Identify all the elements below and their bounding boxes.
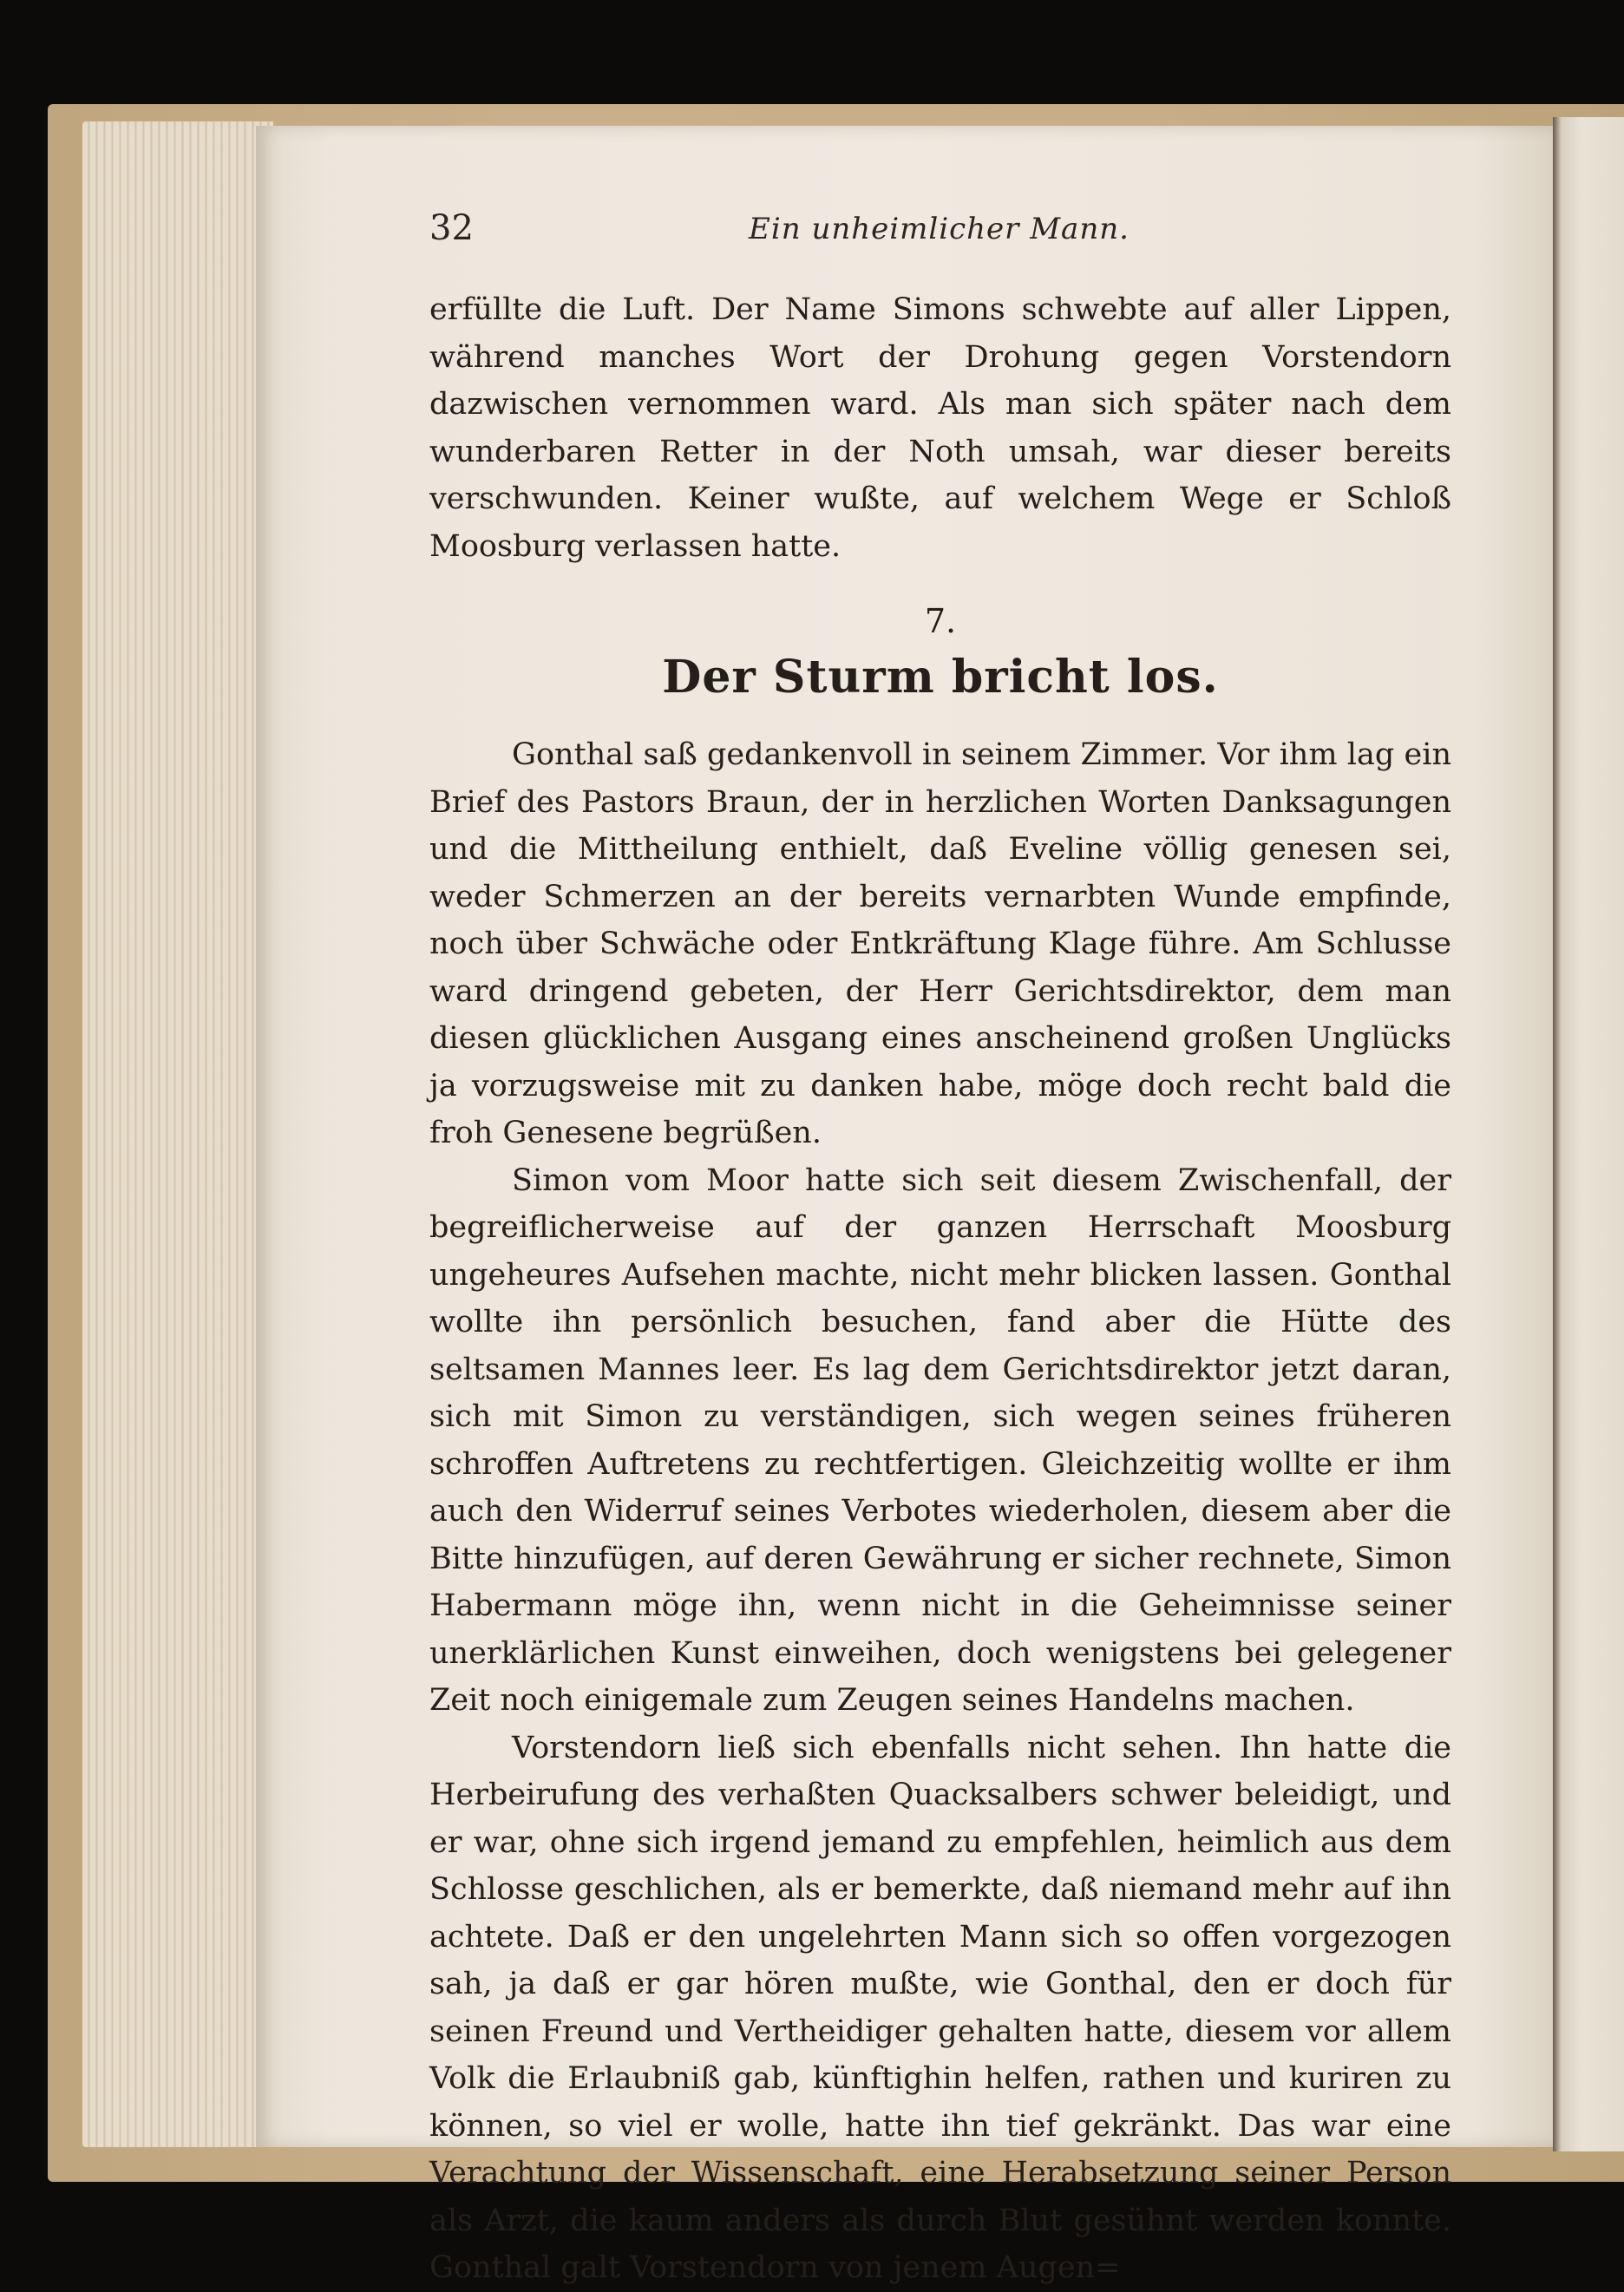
paragraph: Gonthal saß gedankenvoll in seinem Zimmer. Vor ihm lag ein Brief des Pastors Braun, der in herzlichen Worten Danksagungen und die Mittheilung enthielt, daß Eveline völlig genesen sei, weder Schmerzen an der bereits vernarbten Wunde empfinde, noch über Schwäche oder Entkräftung Klage führe. Am Schlusse ward dringend gebeten, der Herr Gerichtsdirektor, dem man diesen glücklichen Ausgang eines anscheinend großen Unglücks ja vorzugsweise mit zu danken habe, möge doch recht bald die froh Genesene begrüßen. — [429, 737, 1451, 1150]
chapter-title: Der Sturm bricht los. — [662, 651, 1219, 704]
paragraph: Simon vom Moor hatte sich seit diesem Zwischenfall, der begreiflicherweise auf der ganzen Herrschaft Moosburg ungeheures Aufsehen machte, nicht mehr blicken lassen. Gonthal wollte ihn persönlich besuchen, fand aber die Hütte des seltsamen Mannes leer. Es lag dem Gerichtsdirektor jetzt daran, sich mit Simon zu verständigen, sich wegen seines früheren schroffen Auftretens zu rechtfertigen. Gleichzeitig wollte er ihm auch den Widerruf seines Verbotes wiederholen, diesem aber die Bitte hinzufügen, auf deren Gewährung er sicher rechnete, Simon Habermann möge ihn, wenn nicht in die Geheimnisse seiner unerklärlichen Kunst einweihen, doch wenigstens bei gelegener Zeit noch einigemale zum Zeugen seines Handelns machen. — [429, 1162, 1451, 1718]
page-number: 32 — [429, 208, 474, 248]
paragraph: Vorstendorn ließ sich ebenfalls nicht sehen. Ihn hatte die Herbeirufung des verhaßten Quacksalbers schwer beleidigt, und er war, ohne sich irgend jemand zu empfehlen, heimlich aus dem Schlosse geschlichen, als er bemerkte, daß niemand mehr auf ihn achtete. Daß er den ungelehrten Mann sich so offen vorgezogen sah, ja daß er gar hören mußte, wie Gonthal, den er doch für seinen Freund und Vertheidiger gehalten hatte, diesem vor allem Volk die Erlaubniß gab, künftighin helfen, rathen und kuriren zu können, so viel er wolle, hatte ihn tief gekränkt. Das war eine Verachtung der Wissenschaft, eine Herabsetzung seiner Person als Arzt, die kaum anders als durch Blut gesühnt werden konnte. Gonthal galt Vorstendorn von jenem Augen= — [429, 1730, 1451, 2285]
running-head: Ein unheimlicher Mann. — [749, 212, 1130, 246]
continuation-paragraph: erfüllte die Luft. Der Name Simons schwebte auf aller Lippen, während manches Wort der Drohung gegen Vorstendorn dazwischen vernommen ward. Als man sich später nach dem wunderbaren Retter in der Noth umsah, war dieser bereits verschwunden. Keiner wußte, auf welchem Wege er Schloß Moosburg verlassen hatte. — [429, 292, 1451, 564]
chapter-number: 7. — [924, 602, 957, 640]
page-header — [429, 208, 1449, 260]
facing-page-edge — [1553, 117, 1624, 2151]
page-body — [429, 286, 1451, 2292]
page-edges — [82, 121, 273, 2147]
